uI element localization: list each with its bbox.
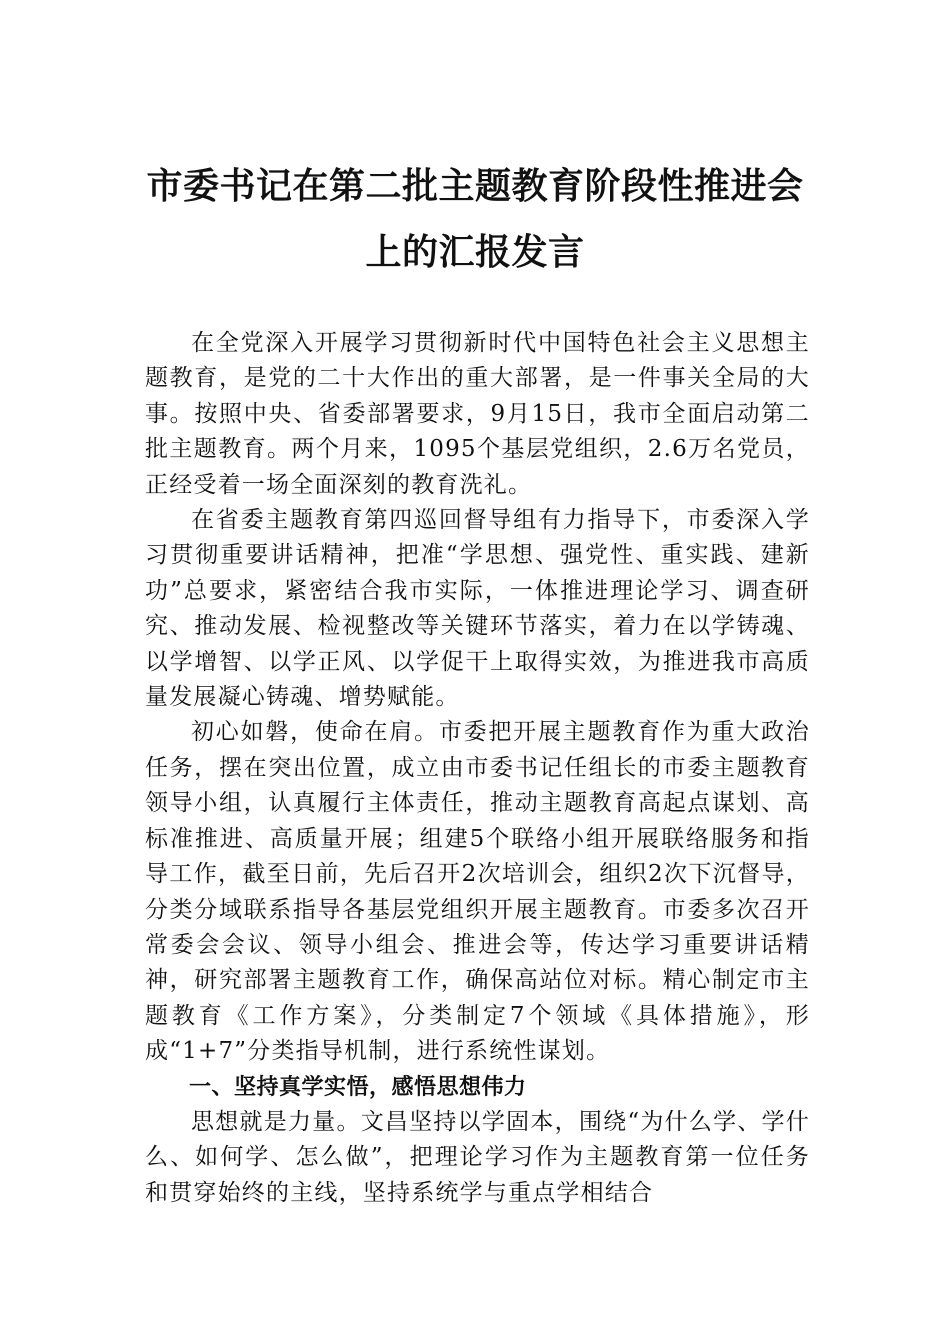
paragraph-1: 在全党深入开展学习贯彻新时代中国特色社会主义思想主题教育，是党的二十大作出的重大部署，是一件事关全局的大事。按照中央、省委部署要求，9月15日，我市全面启动第二批主题教育。两个月来，1095个基层党组织，2.6万名党员，正经受着一场全面深刻的教育洗礼。 xyxy=(145,330,810,498)
section-paragraph: 思想就是力量。文昌坚持以学固本，围绕“为什么学、学什么、如何学、怎么做”，把理论学习作为主题教育第一位任务和贯穿始终的主线，坚持系统学与重点学相结合 xyxy=(145,1108,810,1206)
document-title-line-2: 上的汇报发言 xyxy=(365,231,585,273)
paragraph-2: 在省委主题教育第四巡回督导组有力指导下，市委深入学习贯彻重要讲话精神，把准“学思想、强党性、重实践、建新功”总要求，紧密结合我市实际，一体推进理论学习、调查研究、推动发展、检视整改等关键环节落实，着力在以学铸魂、以学增智、以学正风、以学促干上取得实效，为推进我市高质量发展凝心铸魂、增势赋能。 xyxy=(145,507,810,711)
paragraph-3: 初心如磐，使命在肩。市委把开展主题教育作为重大政治任务，摆在突出位置，成立由市委书记任组长的市委主题教育领导小组，认真履行主体责任，推动主题教育高起点谋划、高标准推进、高质量开展；组建5个联络小组开展联络服务和指导工作，截至日前，先后召开2次培训会，组织2次下沉督导，分类分域联系指导各基层党组织开展主题教育。市委多次召开常委会会议、领导小组会、推进会等，传达学习重要讲话精神，研究部署主题教育工作，确保高站位对标。精心制定市主题教育《工作方案》，分类制定7个领域《具体措施》，形成“1+7”分类指导机制，进行系统性谋划。 xyxy=(145,719,810,1065)
document-title-line-1: 市委书记在第二批主题教育阶段性推进会 xyxy=(146,165,804,207)
document-body xyxy=(145,326,810,1211)
section-heading: 一、坚持真学实悟，感悟思想伟力 xyxy=(189,1074,527,1100)
